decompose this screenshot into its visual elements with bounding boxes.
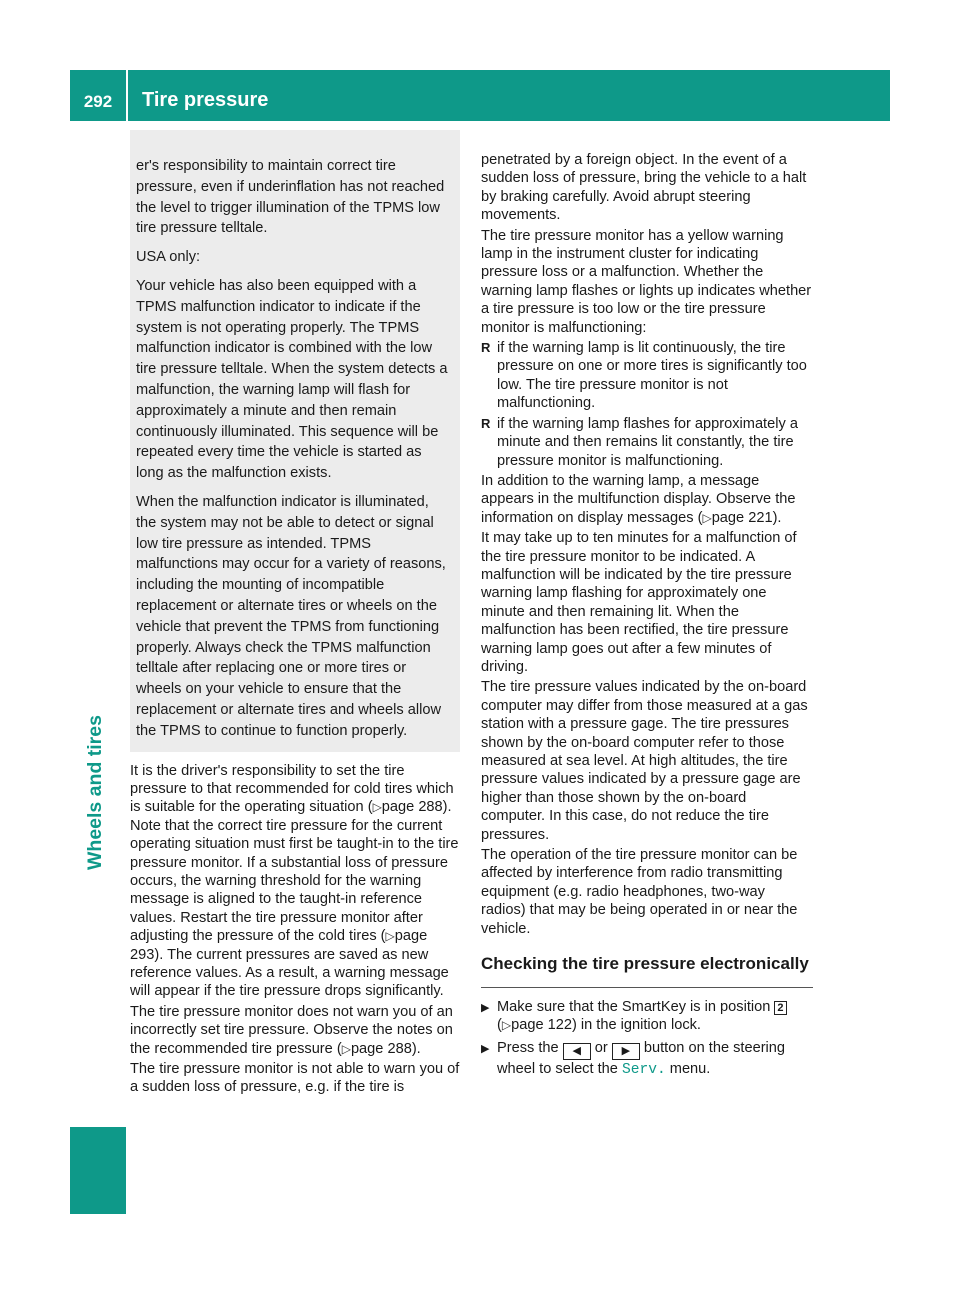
bullet-icon: R [481, 415, 491, 431]
list-item: R if the warning lamp is lit continuously, the tire pressure on one or more tires is significantly too low. The tire pressure monitor is not malfunctioning. [481, 340, 807, 412]
side-tab-marker [70, 1127, 126, 1214]
page-title: Tire pressure [142, 89, 269, 111]
left-column [130, 130, 460, 1099]
body-paragraph: It may take up to ten minutes for a malfunction of the tire pressure monitor to be indicated. A malfunction will be indicated by the tire pressure warning lamp flashing for approximately one minute and then remaining lit. When the malfunction has been rectified, the tire pressure warning lamp goes out after a few minutes of driving. [481, 530, 797, 675]
note-box [130, 130, 460, 752]
page-number: 292 [83, 92, 113, 111]
page-ref-arrow-icon: ▷ [385, 929, 395, 944]
right-arrow-button-icon: ▶ [612, 1043, 640, 1060]
note-paragraph: Your vehicle has also been equipped with a TPMS malfunction indicator to indicate if the system is not operating properly. The TPMS malfunction indicator is combined with the low tire pressure telltale. When the system detects a malfunction, the warning lamp will flash for approximately a minute and then remain continuously illuminated. This sequence will be repeated every time the vehicle is started as long as the malfunction exists. [136, 277, 448, 482]
body-paragraph: The tire pressure monitor has a yellow warning lamp in the instrument cluster for indicating pressure loss or a malfunction. Whether the warning lamp flashes or lights up indicates whether a tire pressure is too low or the tire pressure monitor is malfunctioning: [481, 227, 812, 336]
body-paragraph: It is the driver's responsibility to set the tire pressure to that recommended for cold tires which is suitable for the operating situation (▷page 288). Note that the correct tire pressure for the current operating situation must first be taught-in to the tire pressure monitor. If a substantial loss of pressure occurs, the warning threshold for the warning message is aligned to the taught-in reference values. Restart the tire pressure monitor after adjusting the pressure of the cold tires (▷page 293). The current pressures are saved as new reference values. As a result, a warning message will appear if the tire pressure drops significantly. [130, 762, 459, 1000]
body-paragraph: The tire pressure monitor is not able to warn you of a sudden loss of pressure, e.g. if the tire is [130, 1061, 460, 1096]
bullet-list [481, 339, 813, 470]
page-ref-arrow-icon: ▷ [341, 1041, 351, 1056]
section-divider [481, 987, 813, 988]
note-paragraph: USA only: [136, 249, 201, 266]
side-tab-label: Wheels and tires [84, 715, 106, 870]
instruction-steps [481, 998, 813, 1079]
page-ref-arrow-icon: ▷ [501, 1018, 512, 1033]
menu-name: Serv. [621, 1061, 666, 1078]
instruction-step: ▶ Make sure that the SmartKey is in position 2 (▷page 122) in the ignition lock. [481, 998, 813, 1035]
body-paragraph: The tire pressure monitor does not warn you of an incorrectly set tire pressure. Observe the notes on the recommended tire pressure (▷page 288). [130, 1003, 453, 1057]
body-paragraph: penetrated by a foreign object. In the event of a sudden loss of pressure, bring the vehicle to a halt by braking carefully. Avoid abrupt steering movements. [481, 152, 807, 224]
page-ref-arrow-icon: ▷ [372, 800, 382, 815]
left-arrow-button-icon: ◀ [563, 1043, 591, 1060]
list-item: R if the warning lamp flashes for approximately a minute and then remains lit constantly, the tire pressure monitor is malfunctioning. [481, 415, 798, 469]
note-paragraph: er's responsibility to maintain correct tire pressure, even if underinflation has not reached the level to trigger illumination of the TPMS low tire pressure telltale. [136, 158, 445, 237]
instruction-step: ▶ Press the ◀ or ▶ button on the steering wheel to select the Serv. menu. [481, 1039, 786, 1078]
page-reference-link[interactable]: page 293 [130, 928, 428, 963]
body-paragraph: The operation of the tire pressure monitor can be affected by interference from radio transmitting equipment (e.g. radio headphones, two-way radios) that may be being operated in or near the vehicle. [481, 847, 798, 937]
bullet-icon: R [481, 340, 491, 356]
page-reference-link[interactable]: page 221 [711, 509, 773, 526]
key-position-badge: 2 [774, 1001, 786, 1015]
body-paragraph: The tire pressure values indicated by the on-board computer may differ from those measured at a gas station with a pressure gage. The tire pressures shown by the on-board computer refer to those measured at sea level. At high altitudes, the tire pressure values indicated by a pressure gage are higher than those shown by the on-board computer. In this case, do not reduce the tire pressures. [481, 679, 808, 843]
step-arrow-icon: ▶ [481, 1002, 490, 1015]
step-arrow-icon: ▶ [481, 1042, 490, 1055]
header-divider [126, 70, 128, 121]
body-paragraph: In addition to the warning lamp, a message appears in the multifunction display. Observe the information on display messages (▷page 221). [481, 472, 796, 526]
note-paragraph: When the malfunction indicator is illuminated, the system may not be able to detect or signal low tire pressure as intended. TPMS malfunctions may occur for a variety of reasons, including the mounting of incompatible replacement or alternate tires or wheels on the vehicle that prevent the TPMS from functioning properly. Always check the TPMS malfunction telltale after replacing one or more tires or wheels on your vehicle to ensure that the replacement or alternate tires and wheels allow the TPMS to continue to function properly. [136, 493, 446, 739]
page-ref-arrow-icon: ▷ [702, 510, 712, 525]
page-reference-link[interactable]: page 288 [381, 799, 443, 816]
page-reference-link[interactable]: page 288 [350, 1040, 412, 1057]
section-heading: Checking the tire pressure electronically [481, 954, 809, 974]
right-column [481, 151, 813, 1083]
page-reference-link[interactable]: page 122 [511, 1017, 572, 1034]
